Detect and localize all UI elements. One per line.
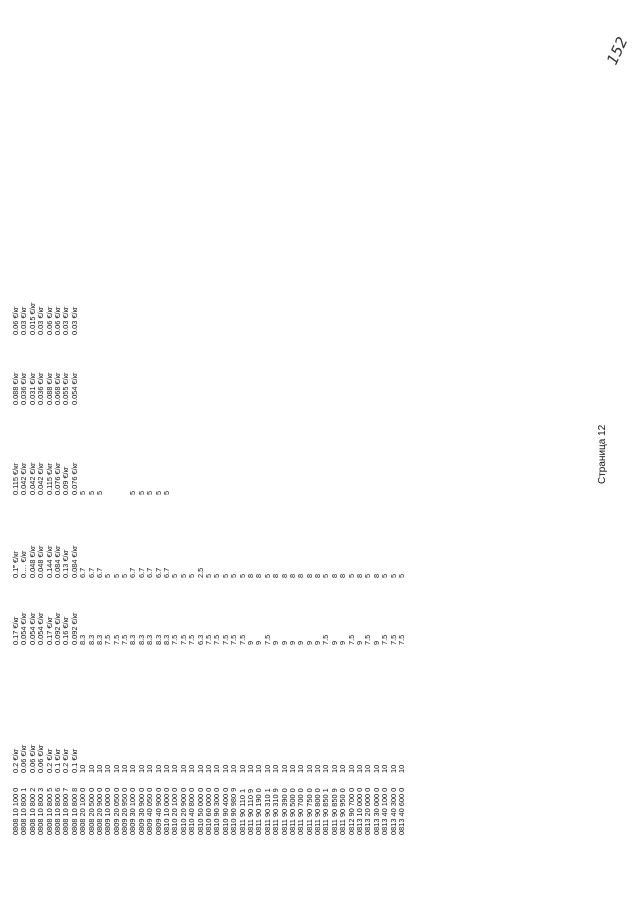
table-cell: 0.088 €/кг	[44, 372, 54, 405]
table-cell: 0.09 €/кг	[61, 466, 71, 495]
table-cell: 0.06 €/кг	[36, 744, 46, 773]
table-cell: 0.06 €/кг	[11, 306, 20, 335]
table-cell: 0808 10 800 6	[52, 787, 62, 835]
table-cell: 5	[396, 573, 406, 578]
table-cell: 0813 40 100 0	[380, 787, 390, 835]
table-cell: 5	[203, 573, 213, 578]
table-cell: 10	[195, 764, 205, 773]
table-cell: 10	[220, 764, 230, 773]
table-cell: 10	[212, 764, 222, 773]
table-cell: 0.031 €/кг	[27, 372, 37, 405]
table-cell: 0.17 €/кг	[11, 616, 20, 645]
table-cell: 5	[187, 573, 197, 578]
table-cell: 0.054 €/кг	[27, 612, 37, 645]
table-cell: 10	[279, 764, 289, 773]
table-cell: 0.092 €/кг	[69, 612, 79, 645]
table-cell: 8	[279, 573, 289, 578]
table-cell: 0808 10 800 1	[19, 787, 29, 835]
table-cell: 10	[380, 764, 390, 773]
table-cell: 0.16 €/кг	[61, 616, 71, 645]
table-cell: 0813 40 300 0	[388, 787, 398, 835]
table-cell: 0.115 €/кг	[44, 462, 54, 495]
table-cell: 8	[355, 573, 365, 578]
table-cell: 10	[187, 764, 197, 773]
table-cell: 7.5	[262, 634, 272, 645]
table-cell: 0.088 €/кг	[11, 372, 20, 405]
column-d	[12, 462, 171, 495]
table-cell: 7.5	[178, 634, 188, 645]
table-cell: 0808 10 800 3	[36, 787, 46, 835]
table-cell: 9	[287, 640, 297, 645]
table-cell: 0813 30 000 0	[371, 787, 381, 835]
table-cell: 10	[262, 764, 272, 773]
table-cell: 0.2 €/кг	[11, 748, 20, 773]
table-cell: 7.5	[363, 634, 373, 645]
table-cell: 6.7	[128, 567, 138, 578]
table-cell: 0.06 €/кг	[52, 306, 62, 335]
table-cell: 9	[329, 640, 339, 645]
table-cell: 5	[111, 573, 121, 578]
table-cell: 0.06 €/кг	[44, 306, 54, 335]
table-cell: 10	[229, 764, 239, 773]
table-cell: 10	[321, 764, 331, 773]
table-cell: 0812 90 700 0	[346, 787, 356, 835]
table-cell: 5	[321, 573, 331, 578]
table-cell: 5	[237, 573, 247, 578]
table-cell: 0811 90 310 9	[271, 788, 281, 835]
table-cell: 8	[245, 573, 255, 578]
table-cell	[104, 462, 112, 495]
table-cell: 0.092 €/кг	[52, 612, 62, 645]
table-cell: 0.… €/кг	[19, 550, 29, 578]
table-cell: 0809 40 050 0	[145, 787, 155, 835]
table-cell: 0813 20 000 0	[363, 787, 373, 835]
table-cell: 0.06 €/кг	[27, 744, 37, 773]
table-cell: 5	[363, 573, 373, 578]
table-cell: 9	[313, 640, 323, 645]
table-cell: 0.055 €/кг	[61, 372, 71, 405]
table-cell: 5	[380, 573, 390, 578]
table-cell: 0813 40 600 0	[396, 787, 406, 835]
table-cell: 9	[271, 640, 281, 645]
table-cell: 0.1 €/кг	[52, 748, 62, 773]
table-cell: 10	[103, 764, 113, 773]
table-cell: 0811 90 500 0	[287, 788, 297, 835]
table-cell: 5	[388, 573, 398, 578]
table-cell: 5	[78, 490, 88, 495]
table-cell: 0809 30 900 0	[136, 787, 146, 835]
table-cell: 0811 90 310 1	[262, 788, 272, 835]
table-cell: 5	[212, 573, 222, 578]
table-cell: 7.5	[170, 634, 180, 645]
table-cell: 10	[128, 764, 138, 773]
table-cell: 0.03 €/кг	[19, 306, 29, 335]
table-cell: 9	[304, 640, 314, 645]
table-cell: 0809 20 050 0	[111, 787, 121, 835]
table-cell: 5	[262, 573, 272, 578]
table-cell: 10	[145, 764, 155, 773]
table-cell: 8	[271, 573, 281, 578]
table-cell: 8	[313, 573, 323, 578]
table-cell: 0.03 €/кг	[36, 306, 46, 335]
table-cell: 0.054 €/кг	[19, 612, 29, 645]
table-cell: 6.7	[162, 567, 172, 578]
table-cell: 0.2 €/кг	[44, 748, 54, 773]
table-cell: 10	[271, 764, 281, 773]
table-cell: 10	[287, 764, 297, 773]
table-cell: 0810 20 100 0	[170, 787, 180, 835]
table-cell: 0810 60 000 0	[203, 787, 213, 835]
table-cell: 0.015 €/кг	[27, 302, 37, 335]
table-cell: 10	[203, 764, 213, 773]
table-cell: 8	[296, 573, 306, 578]
table-cell: 8	[371, 573, 381, 578]
table-cell: 0.1‴ €/кг	[11, 550, 20, 578]
table-cell: 5	[128, 490, 138, 495]
table-cell: 7.5	[103, 634, 113, 645]
table-cell: 10	[363, 764, 373, 773]
table-cell: 10	[86, 764, 96, 773]
table-cell: 7.5	[380, 634, 390, 645]
table-cell: 7.5	[388, 634, 398, 645]
table-cell: 9	[245, 640, 255, 645]
table-cell: 10	[245, 764, 255, 773]
table-cell: 0811 90 850 9	[329, 788, 339, 835]
table-cell: 10	[388, 764, 398, 773]
table-cell: 0813 10 000 0	[355, 787, 365, 835]
table-cell: 0.03 €/кг	[61, 306, 71, 335]
table-cell: 5	[229, 573, 239, 578]
table-cell: 0809 10 000 0	[103, 787, 113, 835]
table-cell: 0808 10 800 7	[61, 787, 71, 835]
table-cell: 0808 10 100 0	[11, 787, 20, 835]
table-cell: 10	[346, 764, 356, 773]
column-e	[12, 372, 79, 405]
table-cell: 5	[220, 573, 230, 578]
table-cell: 10	[162, 764, 172, 773]
table-cell: 0810 90 400 0	[220, 787, 230, 835]
table-cell: 0.036 €/кг	[36, 372, 46, 405]
table-cell: 0811 90 110 9	[245, 788, 255, 835]
table-cell: 9	[355, 640, 365, 645]
table-cell: 8.3	[136, 634, 146, 645]
table-cell: 8.3	[86, 634, 96, 645]
table-cell: 9	[371, 640, 381, 645]
table-cell: 8.3	[128, 634, 138, 645]
table-cell: 0.048 €/кг	[36, 545, 46, 578]
table-cell: 0.068 €/кг	[52, 372, 62, 405]
table-cell: 0809 20 950 0	[120, 787, 130, 835]
table-cell: 0.054 €/кг	[36, 612, 46, 645]
table-cell: 9	[296, 640, 306, 645]
table-cell: 10	[78, 764, 88, 773]
page-number: Страница 12	[597, 424, 608, 484]
column-c	[12, 545, 406, 578]
table-cell: 0808 20 900 0	[94, 787, 104, 835]
table-cell: 0.084 €/кг	[69, 545, 79, 578]
table-cell: 0808 10 800 8	[69, 787, 79, 835]
table-cell: 0811 90 950 0	[338, 788, 348, 835]
table-cell: 8.3	[145, 634, 155, 645]
table-cell: 10	[329, 764, 339, 773]
table-cell: 0.076 €/кг	[52, 462, 62, 495]
table-cell: 0810 40 800 0	[187, 787, 197, 835]
table-cell: 9	[254, 640, 264, 645]
table-cell: 0808 10 800 2	[27, 787, 37, 835]
table-cell: 0809 30 100 0	[128, 787, 138, 835]
table-cell: 0.03 €/кг	[69, 306, 79, 335]
table-cell: 5	[346, 573, 356, 578]
table-cell: 0.1 €/кг	[69, 748, 79, 773]
table-cell: 10	[153, 764, 163, 773]
table-cell: 8.3	[94, 634, 104, 645]
table-cell: 0810 20 900 0	[178, 787, 188, 835]
handwritten-page-mark: 152	[603, 34, 632, 68]
tariff-table	[11, 302, 406, 835]
table-cell: 0.13 €/кг	[61, 549, 71, 578]
table-cell: 5	[170, 573, 180, 578]
table-cell: 7.5	[120, 634, 130, 645]
table-cell: 8	[304, 573, 314, 578]
table-cell: 6.7	[86, 567, 96, 578]
table-cell: 0.115 €/кг	[11, 462, 20, 495]
table-cell: 9	[279, 640, 289, 645]
table-cell: 0811 90 390 0	[279, 788, 289, 835]
table-cell: 7.5	[321, 634, 331, 645]
table-cell: 6.7	[94, 567, 104, 578]
table-cell: 0810 10 000 0	[162, 787, 172, 835]
table-cell: 8	[329, 573, 339, 578]
table-cell: 5	[94, 490, 104, 495]
table-cell: 0.17 €/кг	[44, 616, 54, 645]
table-cell: 5	[86, 490, 96, 495]
table-cell: 7.5	[220, 634, 230, 645]
table-cell: 7.5	[212, 634, 222, 645]
table-cell: 0.054 €/кг	[69, 372, 79, 405]
table-cell: 10	[355, 764, 365, 773]
table-cell: 7.5	[346, 634, 356, 645]
table-cell: 0.048 €/кг	[27, 545, 37, 578]
table-cell: 0809 40 900 0	[153, 787, 163, 835]
table-cell: 7.5	[111, 634, 121, 645]
table-cell: 7.5	[187, 634, 197, 645]
column-a	[12, 744, 406, 773]
table-cell: 6.3	[195, 634, 205, 645]
table-cell: 5	[103, 573, 113, 578]
table-cell: 10	[237, 764, 247, 773]
table-cell: 8	[254, 573, 264, 578]
table-cell: 0811 90 750 0	[304, 788, 314, 835]
table-cell: 10	[111, 764, 121, 773]
table-cell: 0808 20 500 0	[86, 787, 96, 835]
table-cell: 0.084 €/кг	[52, 545, 62, 578]
table-cell: 7.5	[229, 634, 239, 645]
table-cell: 10	[304, 764, 314, 773]
table-cell: 10	[313, 764, 323, 773]
table-cell	[113, 462, 121, 495]
table-cell: 10	[170, 764, 180, 773]
table-cell: 8.3	[78, 634, 88, 645]
table-cell: 0.06 €/кг	[19, 744, 29, 773]
table-cell: 0810 90 980 9	[229, 787, 239, 835]
table-cell: 0.2 €/кг	[61, 748, 71, 773]
table-cell: 10	[396, 764, 406, 773]
table-cell: 6.7	[153, 567, 163, 578]
column-b	[12, 612, 406, 645]
table-cell: 5	[153, 490, 163, 495]
table-cell: 10	[120, 764, 130, 773]
table-cell: 6.7	[145, 567, 155, 578]
table-cell: 10	[178, 764, 188, 773]
column-codes	[12, 788, 406, 835]
table-cell: 0.144 €/кг	[44, 545, 54, 578]
table-cell: 7.5	[396, 634, 406, 645]
table-cell: 0.042 €/кг	[36, 462, 46, 495]
table-cell: 0.036 €/кг	[19, 372, 29, 405]
table-cell: 6.7	[136, 567, 146, 578]
table-cell: 9	[338, 640, 348, 645]
table-cell: 10	[338, 764, 348, 773]
table-cell: 0810 90 300 0	[212, 787, 222, 835]
table-cell: 10	[296, 764, 306, 773]
table-cell: 5	[162, 490, 172, 495]
table-cell: 5	[120, 573, 130, 578]
table-cell: 10	[136, 764, 146, 773]
table-cell: 0811 90 800 0	[313, 788, 323, 835]
table-cell: 0811 90 700 0	[296, 788, 306, 835]
table-cell: 10	[254, 764, 264, 773]
table-cell: 0810 50 000 0	[195, 787, 205, 835]
table-cell: 10	[371, 764, 381, 773]
table-cell: 0811 90 850 1	[321, 788, 331, 835]
table-cell: 5	[136, 490, 146, 495]
table-cell: 0808 20 100 0	[78, 787, 88, 835]
table-cell: 0811 90 190 0	[254, 788, 264, 835]
table-cell: 0.042 €/кг	[27, 462, 37, 495]
table-cell: 8	[338, 573, 348, 578]
table-cell: 0808 10 800 5	[44, 787, 54, 835]
table-cell: 7.5	[237, 634, 247, 645]
table-cell: 8.3	[162, 634, 172, 645]
table-cell: 8.3	[153, 634, 163, 645]
table-cell: 0811 90 110 1	[237, 788, 247, 835]
column-f	[12, 302, 79, 335]
table-cell: 7.5	[203, 634, 213, 645]
table-cell: 5	[178, 573, 188, 578]
table-cell: 2.5	[195, 567, 205, 578]
table-cell: 6.7	[78, 567, 88, 578]
table-cell: 0.076 €/кг	[69, 462, 79, 495]
table-cell: 8	[287, 573, 297, 578]
table-cell: 5	[145, 490, 155, 495]
table-cell: 0.042 €/кг	[19, 462, 29, 495]
table-cell: 10	[94, 764, 104, 773]
